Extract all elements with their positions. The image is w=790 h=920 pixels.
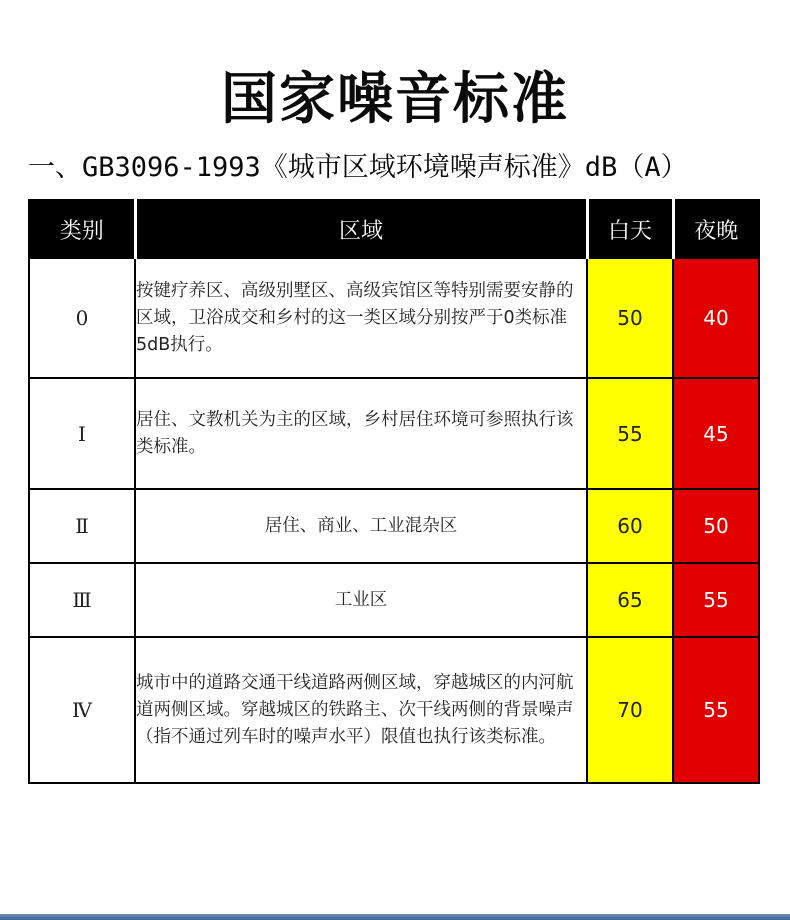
day-value-cell: 65	[587, 563, 673, 637]
header-day: 白天	[587, 200, 673, 258]
table-row	[29, 563, 759, 637]
table-header-row	[29, 200, 759, 258]
night-value-cell: 50	[673, 489, 759, 563]
day-value-cell: 70	[587, 637, 673, 783]
table-row	[29, 489, 759, 563]
day-value-cell: 55	[587, 378, 673, 489]
region-cell: 居住、商业、工业混杂区	[135, 489, 587, 563]
noise-standard-table	[28, 199, 760, 784]
day-value-cell: 50	[587, 258, 673, 378]
night-value-cell: 45	[673, 378, 759, 489]
header-region: 区域	[135, 200, 587, 258]
day-value-cell: 60	[587, 489, 673, 563]
category-cell: Ⅲ	[29, 563, 135, 637]
standard-subtitle: 一、GB3096-1993《城市区域环境噪声标准》dB（A）	[28, 152, 688, 183]
table-row	[29, 258, 759, 378]
region-cell: 工业区	[135, 563, 587, 637]
night-value-cell: 55	[673, 637, 759, 783]
page-title: 国家噪音标准	[221, 67, 569, 132]
region-cell: 城市中的道路交通干线道路两侧区域，穿越城区的内河航道两侧区域。穿越城区的铁路主、次干线两侧的背景噪声（指不通过列车时的噪声水平）限值也执行该类标准。	[135, 637, 587, 783]
category-cell: Ⅰ	[29, 378, 135, 489]
region-cell: 居住、文教机关为主的区域，乡村居住环境可参照执行该类标准。	[135, 378, 587, 489]
header-night: 夜晚	[673, 200, 759, 258]
header-category: 类别	[29, 200, 135, 258]
category-cell: Ⅱ	[29, 489, 135, 563]
night-value-cell: 40	[673, 258, 759, 378]
night-value-cell: 55	[673, 563, 759, 637]
footer-divider-bar	[0, 914, 790, 920]
table-row	[29, 637, 759, 783]
category-cell: 0	[29, 258, 135, 378]
category-cell: Ⅳ	[29, 637, 135, 783]
region-cell: 按键疗养区、高级别墅区、高级宾馆区等特别需要安静的区域，卫浴成交和乡村的这一类区域分别按严于0类标准5dB执行。	[135, 258, 587, 378]
table-row	[29, 378, 759, 489]
